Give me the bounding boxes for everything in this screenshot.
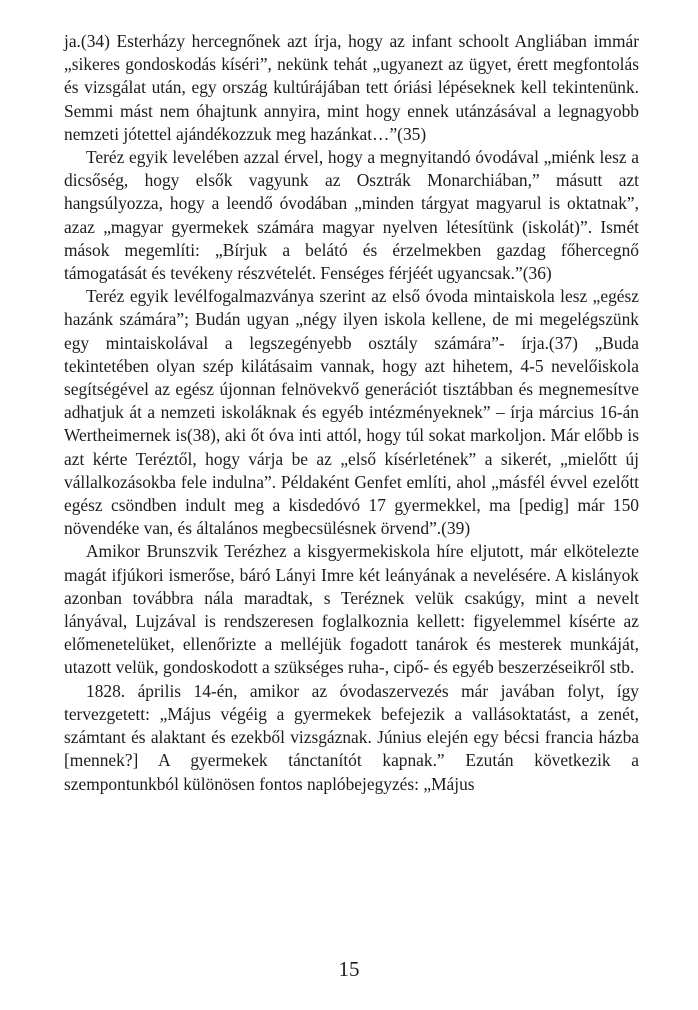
paragraph-3: Teréz egyik levélfogalmazványa szerint az első óvoda mintaiskola lesz „egész hazánk számára”; Budán ugyan „négy ilyen iskola kellene, de mi megelégszünk egy mintaiskolával a legszegényebb osztály számára”- írja.(37) „Buda tekintetében olyan szép kilátásaim vannak, hogy azt hihetem, 4-5 nevelőiskola segítségével az egész újonnan felnövekvő generációt tisztábban és megnemesítve adhatjuk át a nemzeti iskoláknak és egyéb intézményeknek” – írja március 16-án Wertheimernek is(38), aki őt óva inti attól, hogy túl sokat markoljon. Már előbb is azt kérte Teréztől, hogy várja be az „első kísérletének” a sikerét, „mielőtt új vállalkozásokba fele indulna”. Példaként Genfet említi, ahol „másfél évvel ezelőtt egész csöndben indult meg a kisdedóvó 17 gyermekkel, ma [pedig] már 150 növendéke van, és általános megbecsülésnek örvend”.(39): [64, 286, 639, 539]
page-number: 15: [338, 957, 360, 981]
paragraph-5: 1828. április 14-én, amikor az óvodaszervezés már javában folyt, így tervezgetett: „Május végéig a gyermekek befejezik a vallásoktatást, a zenét, számtant és alaktant és ezekből vizsgáznak. Június elején egy bécsi francia házba [mennek?] A gyermekek tánctanítót kapnak.” Ezután következik a szempontunkból különösen fontos naplóbejegyzés: „Május: [64, 680, 639, 794]
paragraph-2: Teréz egyik levelében azzal érvel, hogy a megnyitandó óvodával „miénk lesz a dicsőség, hogy elsők vagyunk az Osztrák Monarchiában,” másutt azt hangsúlyozza, hogy a leendő óvodában „minden tárgyat magyarul is oktatnak”, azaz „magyar gyermekek számára magyar nyelven létesítünk (iskolát)”. Ismét mások megemlíti: „Bírjuk a belátó és érzelmekben gazdag főhercegnő támogatását és tevékeny részvételét. Fenséges férjéét ugyancsak.”(36): [64, 147, 639, 284]
paragraph-1: ja.(34) Esterházy hercegnőnek azt írja, hogy az infant schoolt Angliában immár „sikeres gondoskodás kíséri”, nekünk tehát „ugyanezt az ügyet, érett megfontolás és vizsgálat után, egy ország kultúrájában tett óriási lépéseknek kell tekintenünk. Semmi mást nem óhajtunk annyira, mint hogy ennek utánzásával a legnagyobb nemzeti jótettel ajándékozzuk meg hazánkat…”(35): [64, 31, 639, 144]
paragraph-4: Amikor Brunszvik Terézhez a kisgyermekiskola híre eljutott, már elkötelezte magát ifjúkori ismerőse, báró Lányi Imre két leányának a nevelésére. A kislányok azonban továbbra nála maradtak, s Teréznek velük csakúgy, mint a nevelt lányával, Lujzával is rendszeresen foglalkoznia kellett: figyelemmel kísérte az előmenetelüket, ellenőrizte a melléjük fogadott tanárok és mesterek munkáját, utazott velük, gondoskodott a szükséges ruha-, cipő- és egyéb beszerzéseikről stb.: [64, 541, 639, 678]
document-page: [64, 30, 639, 796]
